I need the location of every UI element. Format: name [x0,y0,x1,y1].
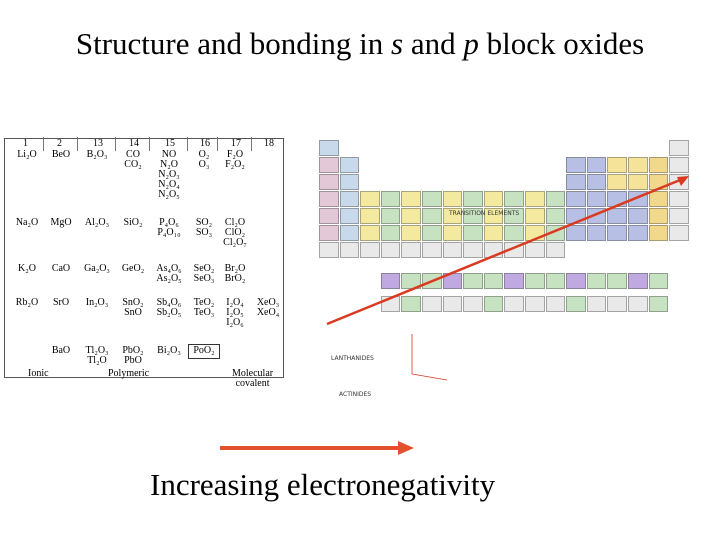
header-separator [77,137,78,151]
lanthanides-label: LANTHANIDES [331,355,374,362]
arrow-shaft [220,446,400,450]
oxide-cell: CaO [51,263,71,274]
oxide-cell: BaO [51,345,71,356]
oxide-cell: Ga₂O₃ [84,263,110,274]
oxide-cell: CO CO₂ [124,149,142,170]
oxide-cell: Tl₂O₃ Tl₂O [85,345,109,366]
oxide-cell: I₂O₄ I₂O₅ I₂O₆ [226,297,244,328]
oxide-cell: GeO₂ [121,263,145,274]
oxide-cell: PoO₂ [193,345,215,356]
transition-elements-label: TRANSITION ELEMENTS [449,210,520,217]
header-separator [149,137,150,151]
oxide-footer-label: Ionic [28,368,49,379]
header-separator [187,137,188,151]
title-text-3: block oxides [478,26,645,61]
oxide-cell: Bi₂O₃ [157,345,181,356]
oxide-cell: SnO₂ SnO [122,297,144,318]
oxide-cell: In₂O₃ [85,297,109,308]
oxide-cell: SeO₂ SeO₃ [193,263,215,284]
title-p: p [463,26,479,61]
group-header: 16 [200,138,210,149]
oxide-cell: SiO₂ [123,217,143,228]
group-header: 17 [231,138,241,149]
periodic-table-image [317,124,699,414]
po-o2-highlight-box [188,344,220,359]
group-header: 14 [129,138,139,149]
oxide-cell: Rb₂O [15,297,39,308]
group-header: 13 [93,138,103,149]
oxide-cell: Al₂O₃ [84,217,110,228]
oxide-table [4,132,286,388]
oxide-footer-label: Polymeric [108,368,150,379]
oxide-cell: SrO [52,297,70,308]
title-s: s [390,26,404,61]
actinides-label: ACTINIDES [339,391,372,398]
oxide-cell: PbO₂ PbO [122,345,144,366]
group-header: 18 [264,138,274,149]
title-text-2: and [403,26,464,61]
oxide-cell: B₂O₃ [86,149,108,160]
header-separator [43,137,44,151]
header-separator [217,137,218,151]
oxide-cell: P₄O₆ P₄O₁₀ [157,217,181,238]
slide-title [0,26,720,62]
oxide-cell: TeO₂ TeO₃ [193,297,215,318]
oxide-cell: K₂O [18,263,36,274]
oxide-cell: As₄O₆ As₂O₅ [156,263,182,284]
electronegativity-caption: Increasing electronegativity [150,467,496,502]
oxide-table-frame [4,138,284,378]
group-header: 2 [57,138,62,149]
group-header: 15 [165,138,175,149]
header-separator [251,137,252,151]
oxide-cell: XeO₃ XeO₄ [256,297,280,318]
header-separator [115,137,116,151]
title-text-1: Structure and bonding in [75,26,391,61]
group-header: 1 [23,138,28,149]
oxide-cell: MgO [50,217,72,228]
oxide-cell: Sb₄O₆ Sb₂O₅ [156,297,182,318]
oxide-cell: SO₂ SO₃ [195,217,213,238]
oxide-cell: BeO [51,149,71,160]
oxide-footer-label: Molecular covalent [232,368,274,389]
oxide-cell: NO N₂O N₂O₃ N₂O₄ N₂O₅ [158,149,180,200]
oxide-cell: O₂ O₃ [198,149,210,170]
oxide-cell: Li₂O [17,149,37,160]
arrow-right-icon [398,441,414,455]
electronegativity-diagonal-arrow [317,124,699,414]
oxide-cell: F₂O F₂O₂ [225,149,245,170]
oxide-cell: Cl₂O ClO₂ Cl₂O₇ [223,217,247,248]
oxide-cell: Na₂O [15,217,39,228]
oxide-cell: Br₂O BrO₂ [224,263,246,284]
